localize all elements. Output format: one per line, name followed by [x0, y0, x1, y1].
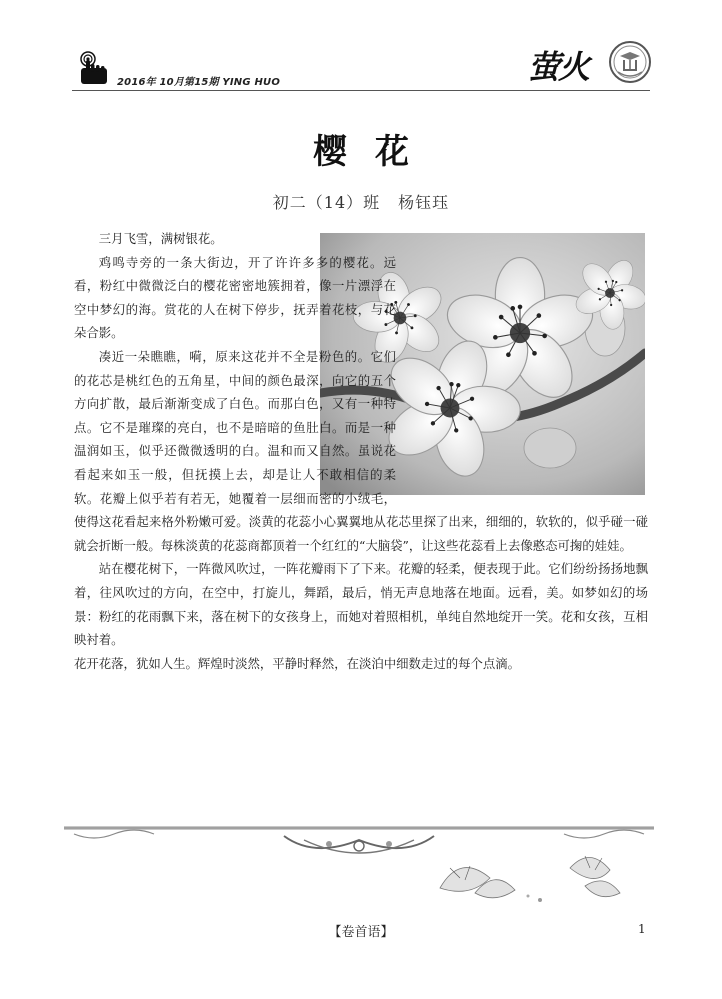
petal-decoration — [420, 848, 630, 906]
magazine-brand: 萤火 — [528, 48, 589, 86]
author-class: 初二（14）班 — [272, 193, 381, 212]
author-name: 杨钰珏 — [398, 193, 450, 212]
paragraph-1: 三月飞雪，满树银花。 — [98, 231, 223, 246]
paragraph-5: 花开花落，犹如人生。辉煌时淡然，平静时释然，在淡泊中细数走过的每个点滴。 — [74, 655, 521, 671]
paragraph-4: 站在樱花树下，一阵微风吹过，一阵花瓣雨下了下来。花瓣的轻柔，便表现于此。它们纷纷扬扬地飘着，往风吹过的方向，在空中，打旋儿，舞蹈，最后，悄无声息地落在地面。远看，美。如梦如幻的场景：粉红的花雨飘下来，落在树下的女孩身上，而她对着照相机，单纯自然地绽开一笑。花和女孩，互相映衬着。 — [74, 561, 648, 648]
issue-info: 2016年 10月第15期 YING HUO — [117, 77, 281, 88]
article-byline — [0, 190, 722, 213]
magazine-logo-icon — [78, 50, 112, 86]
paragraph-3: 凑近一朵瞧瞧，嗬，原来这花并不全是粉色的。它们的花芯是桃红色的五角星，中间的颜色最深，向它的五个方向扩散，最后渐渐变成了白色。而那白色，又有一种特点。它不是璀璨的亮白，也不是暗暗的鱼肚白。而是一种温润如玉，似乎还微微透明的白。温和而又自然。虽说花看起来如玉一般，但抚摸上去，却是让人不敢相信的柔软。花瓣上似乎若有若无，她覆着一层细而密的小绒毛，使得这花看起来格外粉嫩可爱。淡黄的花蕊小心翼翼地从花芯里探了出来，细细的，软软的，似乎碰一碰就会折断一般。每株淡黄的花蕊商都顶着一个红红的“大脑袋”，让这些花蕊看上去像憨态可掬的娃娃。 — [74, 348, 648, 553]
page-number: 1 — [638, 922, 646, 936]
article-title: 樱花 — [313, 132, 437, 172]
paragraph-2: 鸡鸣寺旁的一条大街边，开了许许多多的樱花。远看，粉红中微微泛白的樱花密密地簇拥着，像一片漂浮在空中梦幻的海。赏花的人在树下停步，抚弄着花枝，与花朵合影。 — [74, 254, 396, 341]
column-label: 【卷首语】 — [328, 925, 394, 940]
header-divider — [72, 90, 650, 91]
school-emblem-icon — [608, 40, 652, 84]
article-body — [74, 227, 648, 675]
photo-wrap-space — [396, 227, 648, 505]
